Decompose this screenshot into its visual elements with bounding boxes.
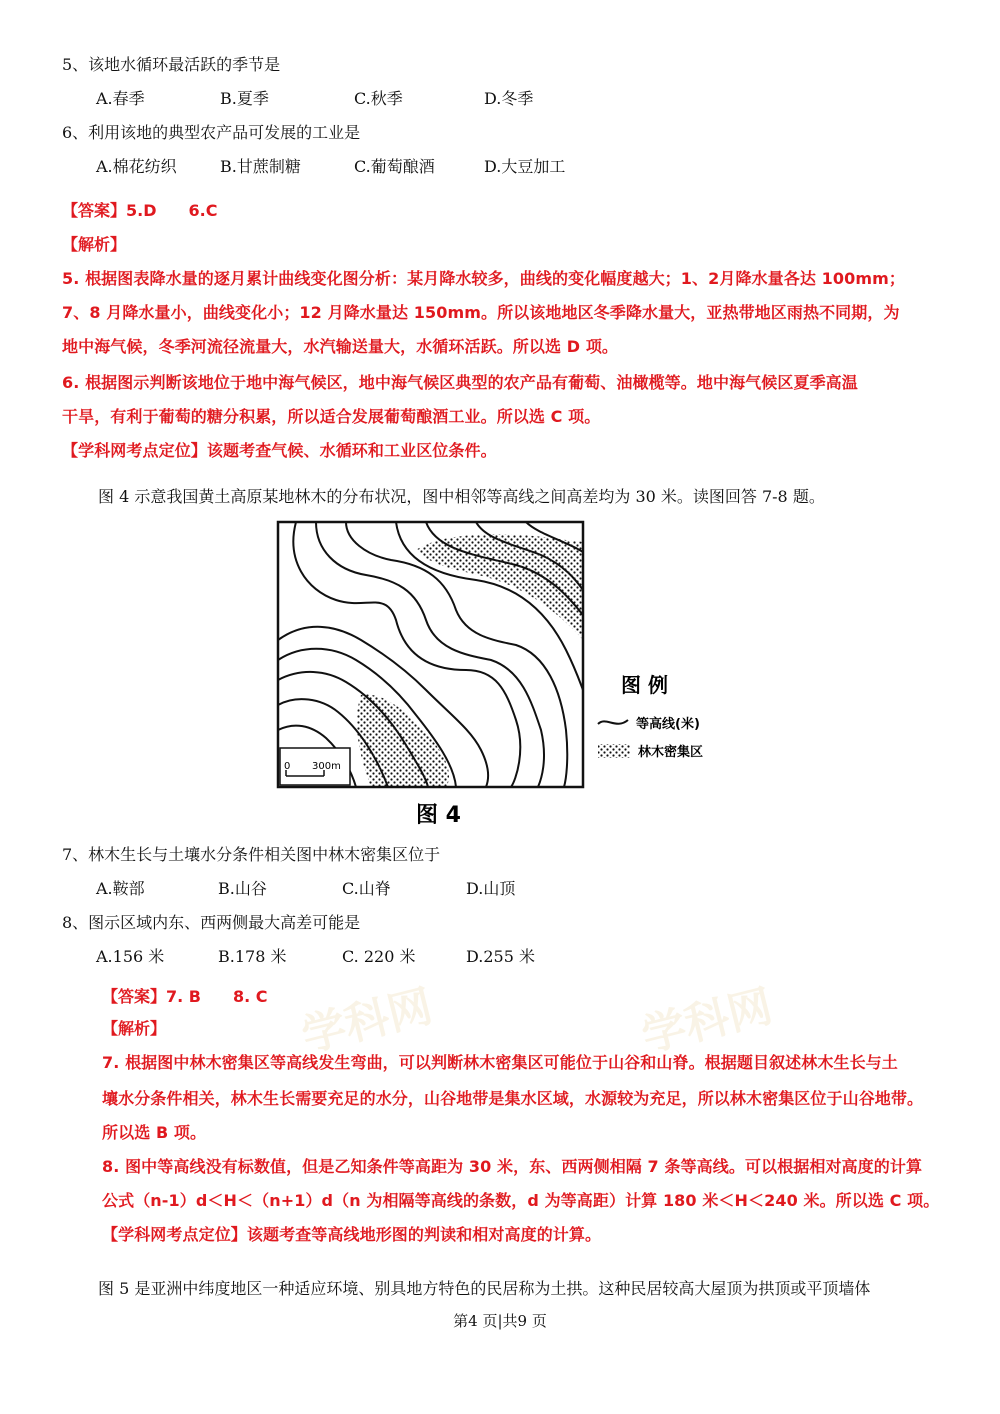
answer-5-6: 【答案】5.D 6.C [62, 201, 218, 220]
question-7-options [96, 876, 515, 899]
option-b: B.甘蔗制糖 [220, 157, 301, 176]
figure-caption: 图 4 [416, 803, 461, 828]
scale-bar [280, 748, 350, 785]
legend-contour-label: 等高线(米) [636, 717, 700, 732]
option-b: B.山谷 [218, 879, 267, 898]
legend-title: 图 例 [621, 673, 668, 697]
option-d: D.大豆加工 [484, 157, 566, 176]
analysis-label-2: 【解析】 [102, 1019, 167, 1038]
analysis-2-line-5: 公式（n-1）d＜H＜（n+1）d（n 为相隔等高线的条数，d 为等高距）计算 180 米＜H＜240 米。所以选 C 项。 [102, 1191, 940, 1210]
analysis-label-1: 【解析】 [62, 235, 127, 254]
option-a: A.156 米 [96, 947, 165, 966]
legend [598, 673, 703, 760]
analysis-1-line-4: 6. 根据图示判断该地位于地中海气候区，地中海气候区典型的农产品有葡萄、油橄榄等。地中海气候区夏季高温 [62, 373, 858, 392]
analysis-2-line-2: 壤水分条件相关，林木生长需要充足的水分，山谷地带是集水区域，水源较为充足，所以林木密集区位于山谷地带。 [102, 1089, 924, 1108]
question-8-options [96, 944, 535, 967]
contour-legend-icon [598, 720, 628, 724]
contour-map [276, 520, 726, 830]
option-d: D.山顶 [466, 879, 516, 898]
watermark: 学科网 [636, 980, 778, 1063]
option-a: A.棉花纺织 [96, 157, 177, 176]
analysis-1-line-5: 干旱，有利于葡萄的糖分积累，所以适合发展葡萄酿酒工业。所以选 C 项。 [62, 407, 601, 426]
forest-legend-icon [598, 744, 630, 758]
analysis-1-line-3: 地中海气候，冬季河流径流量大，水汽输送量大，水循环活跃。所以选 D 项。 [62, 337, 619, 356]
legend-forest-label: 林木密集区 [638, 745, 704, 760]
option-b: B.178 米 [218, 947, 287, 966]
figure-5-intro: 图 5 是亚洲中纬度地区一种适应环境、别具地方特色的民居称为土拱。这种民居较高大屋顶为拱顶或平顶墙体 [98, 1279, 871, 1298]
question-6-options [96, 154, 565, 177]
scale-zero: 0 [284, 761, 291, 772]
question-6-stem: 6、利用该地的典型农产品可发展的工业是 [62, 123, 361, 142]
option-a: A.鞍部 [96, 879, 145, 898]
analysis-2-line-1: 7. 根据图中林木密集区等高线发生弯曲，可以判断林木密集区可能位于山谷和山脊。根据题目叙述林木生长与土 [102, 1053, 898, 1072]
analysis-1-line-2: 7、8 月降水量小，曲线变化小；12 月降水量达 150mm。所以该地地区冬季降水量大，亚热带地区雨热不同期，为 [62, 303, 900, 322]
analysis-1-line-1: 5. 根据图表降水量的逐月累计曲线变化图分析：某月降水较多，曲线的变化幅度越大；1、2月降水量各达 100mm； [62, 269, 905, 288]
question-7-stem: 7、林木生长与土壤水分条件相关图中林木密集区位于 [62, 845, 441, 864]
knowledge-point-2: 【学科网考点定位】该题考查等高线地形图的判读和相对高度的计算。 [102, 1225, 602, 1244]
option-a: A.春季 [96, 89, 145, 108]
option-c: C.山脊 [342, 879, 391, 898]
option-c: C.葡萄酿酒 [354, 157, 435, 176]
page-number: 第4 页|共9 页 [453, 1312, 547, 1330]
answer-7-8: 【答案】7. B 8. C [102, 987, 268, 1006]
figure-4-intro: 图 4 示意我国黄土高原某地林木的分布状况，图中相邻等高线之间高差均为 30 米。读图回答 7-8 题。 [98, 487, 825, 506]
analysis-2-line-3: 所以选 B 项。 [102, 1123, 207, 1142]
analysis-2-line-4: 8. 图中等高线没有标数值，但是乙知条件等高距为 30 米，东、西两侧相隔 7 条等高线。可以根据相对高度的计算 [102, 1157, 923, 1176]
option-c: C.秋季 [354, 89, 403, 108]
watermark: 学科网 [296, 980, 438, 1063]
scale-label: 300m [312, 761, 341, 772]
option-b: B.夏季 [220, 89, 269, 108]
question-5-stem: 5、该地水循环最活跃的季节是 [62, 55, 281, 74]
question-8-stem: 8、图示区域内东、西两侧最大高差可能是 [62, 913, 361, 932]
contour-map-figure [276, 520, 726, 830]
option-d: D.冬季 [484, 89, 534, 108]
option-d: D.255 米 [466, 947, 535, 966]
question-5-options [96, 86, 533, 109]
knowledge-point-1: 【学科网考点定位】该题考查气候、水循环和工业区位条件。 [62, 441, 497, 460]
option-c: C. 220 米 [342, 947, 416, 966]
